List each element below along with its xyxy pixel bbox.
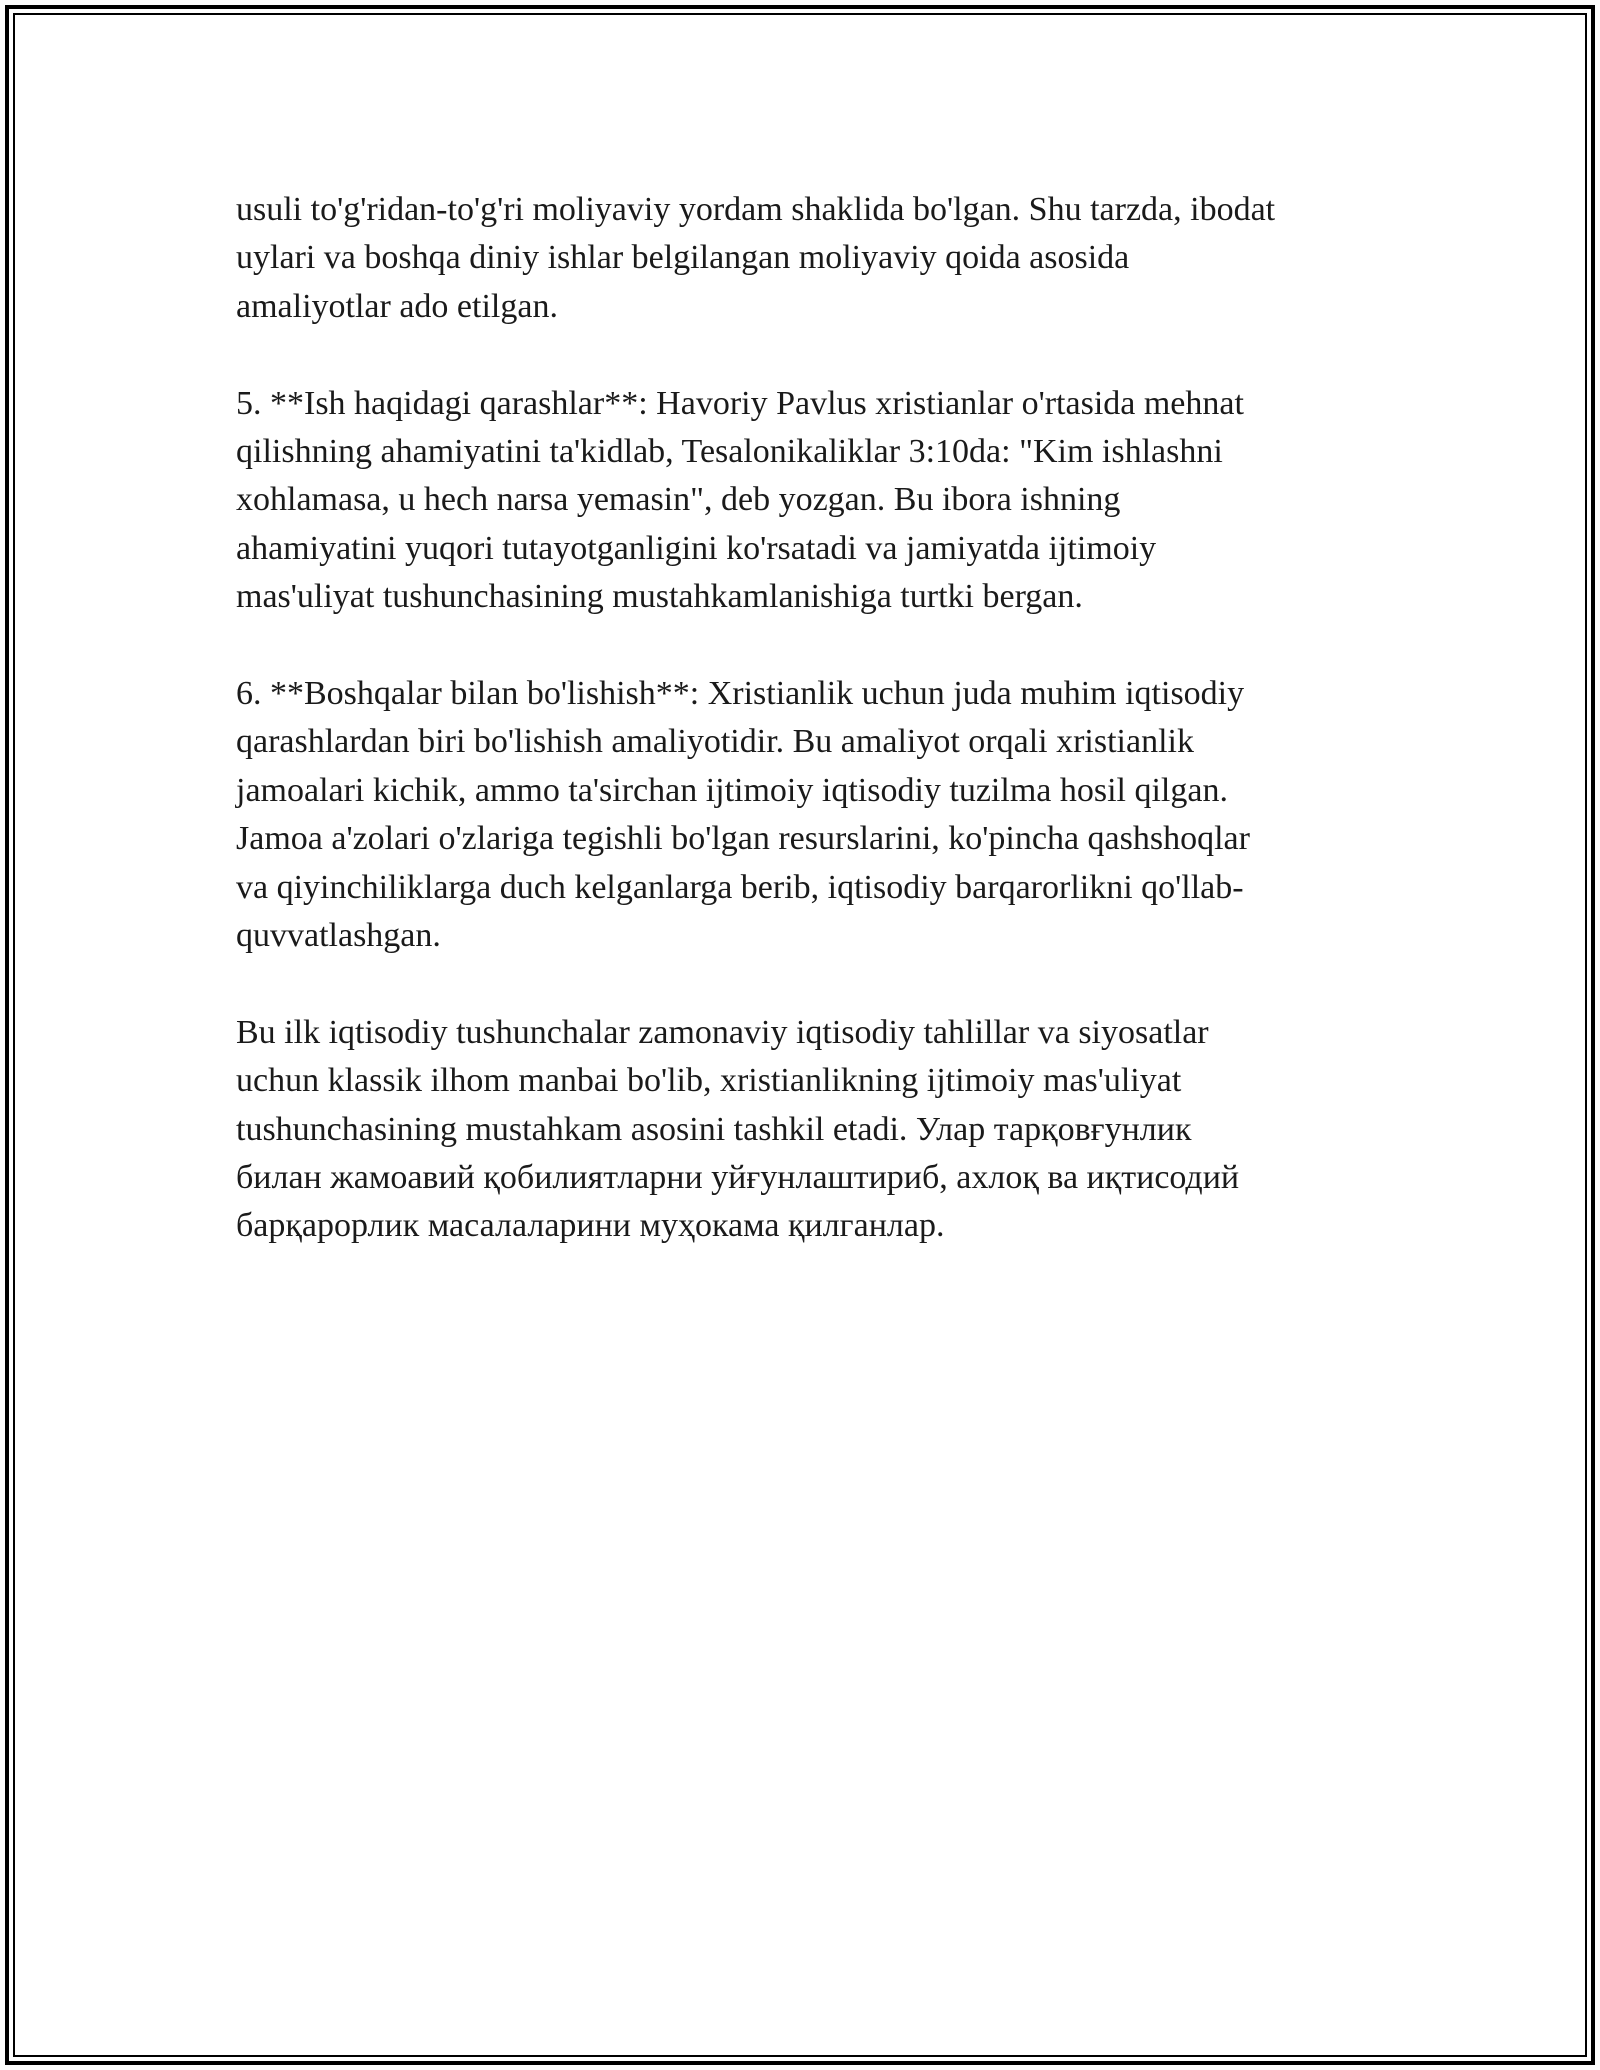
paragraph-work-views: 5. **Ish haqidagi qarashlar**: Havoriy Pavlus xristianlar o'rtasida mehnat qilishning ahamiyatini ta'kidlab, Tesalonikaliklar 3:10da: "Kim ishlashni xohlamasa, u hech narsa yemasin", deb yozgan. Bu ibora ishning ahamiyatini yuqori tutayotganligini ko'rsatadi va jamiyatda ijtimoiy mas'uliyat tushunchasining mustahkamlanishiga turtki bergan.: [236, 384, 1244, 616]
document-body: [236, 186, 1366, 1299]
paragraph-conclusion: Bu ilk iqtisodiy tushunchalar zamonaviy iqtisodiy tahlillar va siyosatlar uchun klassik ilhom manbai bo'lib, xristianlikning ijtimoiy mas'uliyat tushunchasining mustahkam asosini tashkil etadi. Улар тарқовғунлик билан жамоавий қобилиятларни уйғунлаштириб, ахлоқ ва иқтисодий барқарорлик масалаларини муҳокама қилганлар.: [236, 1013, 1240, 1245]
paragraph-continuation: usuli to'g'ridan-to'g'ri moliyaviy yordam shaklida bo'lgan. Shu tarzda, ibodat uylari va boshqa diniy ishlar belgilangan moliyaviy qoida asosida amaliyotlar ado etilgan.: [236, 191, 1276, 325]
paragraph-sharing: 6. **Boshqalar bilan bo'lishish**: Xristianlik uchun juda muhim iqtisodiy qarashlardan biri bo'lishish amaliyotidir. Bu amaliyot orqali xristianlik jamoalari kichik, ammo ta'sirchan ijtimoiy iqtisodiy tuzilma hosil qilgan. Jamoa a'zolari o'zlariga tegishli bo'lgan resurslarini, ko'pincha qashshoqlar va qiyinchiliklarga duch kelganlarga berib, iqtisodiy barqarorlikni qo'llab- quvvatlashgan.: [236, 675, 1250, 955]
